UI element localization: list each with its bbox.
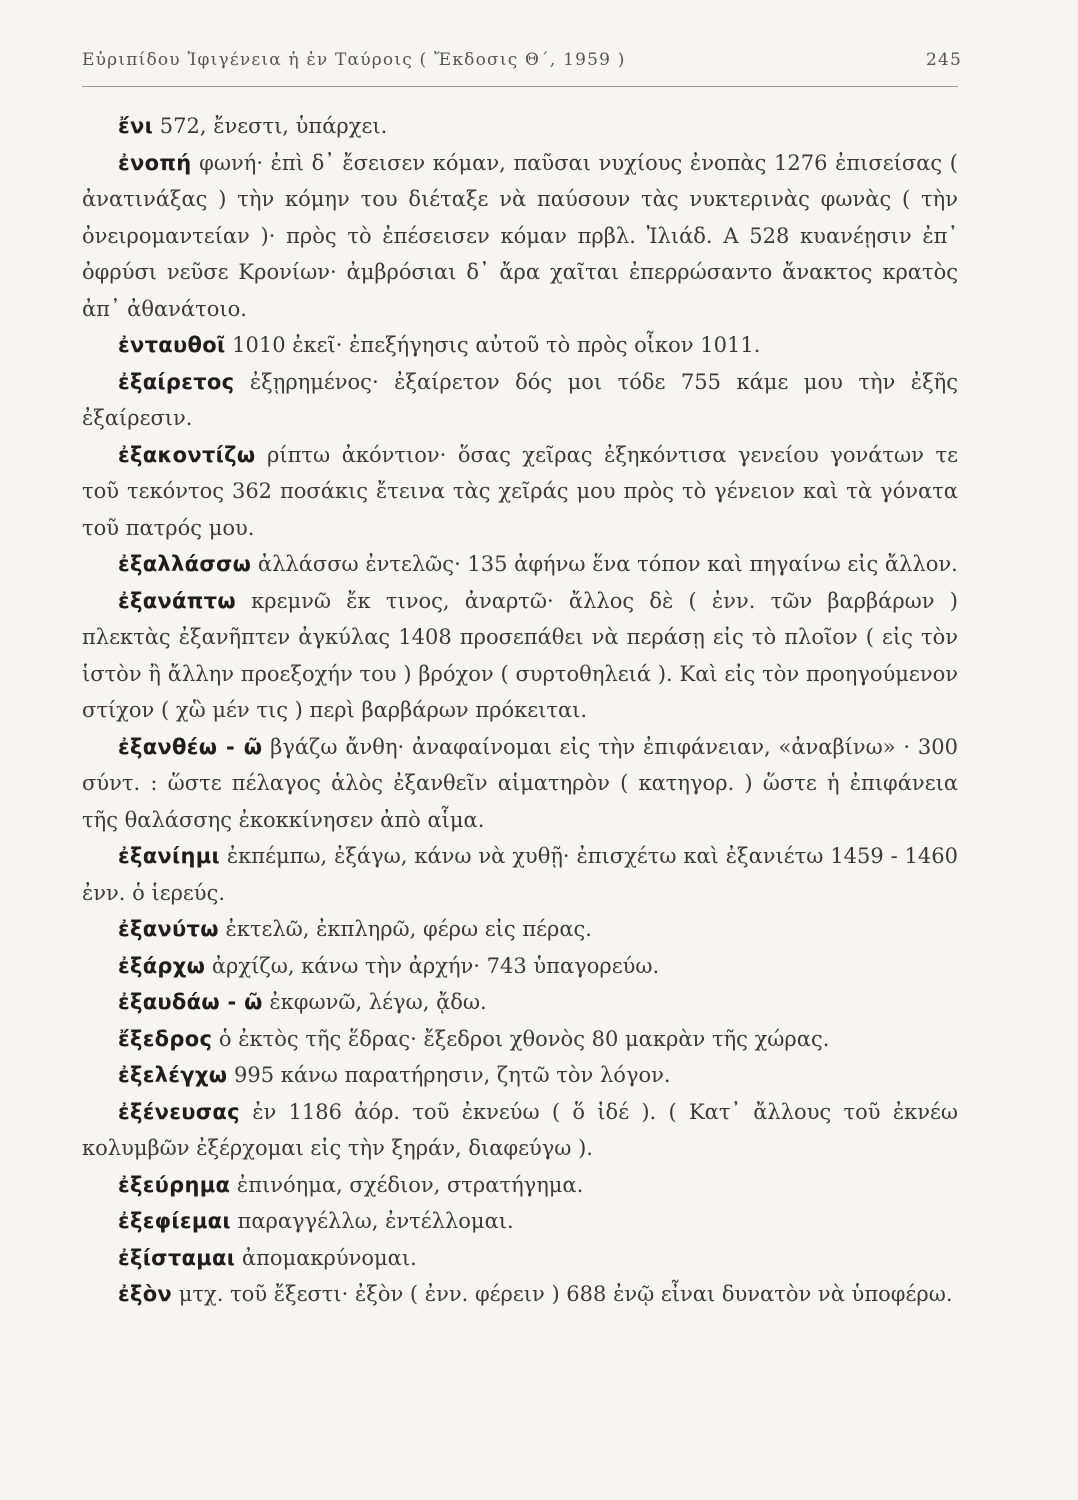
header-rule [82, 86, 958, 87]
entry-text: ρίπτω ἀκόντιον· ὅσας χεῖρας ἐξηκόντισα γενείου γονάτων τε τοῦ τεκόντος 362 ποσάκις ἔτεινα τὰς χεῖράς μου πρὸς τὸ γένειον καὶ τὰ γόνατα τοῦ πατρός μου. [82, 442, 958, 540]
entry-text: ἀρχίζω, κάνω τὴν ἀρχήν· 743 ὑπαγορεύω. [211, 953, 660, 978]
entry-text: μτχ. τοῦ ἔξεστι· ἐξὸν ( ἐνν. φέρειν ) 688 ἐνῷ εἶναι δυνατὸν νὰ ὑποφέρω. [178, 1282, 953, 1306]
entry-headword: ἐξὸν [118, 1282, 173, 1306]
entry-headword: ἐξένευσας [118, 1099, 240, 1124]
entry-headword: ἐξανύτω [118, 917, 219, 941]
header-title: Εὐριπίδου Ἰφιγένεια ἡ ἐν Ταύροις ( Ἔκδοσις Θ΄, 1959 ) [82, 50, 626, 70]
entry-text: 995 κάνω παρατήρησιν, ζητῶ τὸν λόγον. [233, 1063, 671, 1087]
entry-headword: ἐνοπή [118, 150, 192, 175]
entry-headword: ἔξεδρος [118, 1026, 213, 1051]
glossary-entry [82, 145, 958, 328]
page-number: 245 [925, 50, 962, 70]
entry-text: ἐξῃρημένος· ἐξαίρετον δός μοι τόδε 755 κάμε μου τὴν ἐξῆς ἐξαίρεσιν. [82, 369, 958, 430]
entry-text: ἀλλάσσω ἐντελῶς· 135 ἀφήνω ἕνα τόπον καὶ πηγαίνω εἰς ἄλλον. [257, 552, 958, 576]
entry-text: ἀπομακρύνομαι. [241, 1245, 417, 1270]
glossary-entry [82, 1240, 958, 1277]
glossary-entry [82, 1203, 958, 1240]
entry-headword: ἐξανίημι [118, 844, 220, 868]
entry-headword: ἐξανθέω - ῶ [118, 734, 263, 759]
entry-headword: ἐξελέγχω [118, 1063, 228, 1087]
entry-headword: ἐξάρχω [118, 953, 206, 978]
glossary-entry [82, 108, 958, 145]
glossary-entry [82, 546, 958, 583]
entry-headword: ἔνι [118, 114, 154, 138]
entry-headword: ἐξακοντίζω [118, 442, 256, 467]
entry-headword: ἐξανάπτω [118, 588, 236, 613]
glossary-entry [82, 948, 958, 985]
glossary-entry [82, 838, 958, 911]
glossary-entries [82, 108, 958, 1313]
glossary-entry [82, 1057, 958, 1094]
entry-text: ὁ ἐκτὸς τῆς ἕδρας· ἔξεδροι χθονὸς 80 μακρὰν τῆς χώρας. [218, 1026, 830, 1051]
glossary-entry [82, 327, 958, 364]
entry-text: κρεμνῶ ἔκ τινος, ἀναρτῶ· ἄλλος δὲ ( ἐνν. τῶν βαρβάρων ) πλεκτὰς ἐξανῆπτεν ἀγκύλας 1408 προσεπάθει νὰ περάσῃ εἰς τὸ πλοῖον ( εἰς τὸν ἱστὸν ἢ ἄλλην προεξοχήν του ) βρόχον ( συρτοθηλειά ). Καὶ εἰς τὸν προηγούμενον στίχον ( χὣ μέν τις ) περὶ βαρβάρων πρόκειται. [82, 588, 958, 722]
glossary-entry [82, 1094, 958, 1167]
entry-text: ἐκφωνῶ, λέγω, ᾄδω. [269, 990, 487, 1014]
glossary-entry [82, 984, 958, 1021]
entry-headword: ἐξαλλάσσω [118, 552, 252, 576]
entry-headword: ἐνταυθοῖ [118, 333, 226, 357]
entry-text: φωνή· ἐπὶ δ᾽ ἔσεισεν κόμαν, παῦσαι νυχίους ἐνοπὰς 1276 ἐπισείσας ( ἀνατινάξας ) τὴν κόμην του διέταξε νὰ παύσουν τὰς νυκτερινὰς φωνὰς ( τὴν ὀνειρομαντείαν )· πρὸς τὸ ἐπέσεισεν κόμαν πρβλ. Ἰλιάδ. Α 528 κυανέῃσιν ἐπ᾽ ὀφρύσι νεῦσε Κρονίων· ἀμβρόσιαι δ᾽ ἄρα χαῖται ἐπερρώσαντο ἄνακτος κρατὸς ἀπ᾽ ἀθανάτοιο. [82, 150, 958, 321]
running-header [82, 46, 962, 76]
glossary-entry [82, 1276, 958, 1313]
entry-headword: ἐξαυδάω - ῶ [118, 990, 263, 1014]
glossary-entry [82, 1021, 958, 1058]
entry-text: ἐπινόημα, σχέδιον, στρατήγημα. [236, 1172, 584, 1197]
entry-text: βγάζω ἄνθη· ἀναφαίνομαι εἰς τὴν ἐπιφάνειαν, «ἀναβίνω» · 300 σύντ. : ὥστε πέλαγος ἁλὸς ἐξανθεῖν αἱματηρὸν ( κατηγορ. ) ὥστε ἡ ἐπιφάνεια τῆς θαλάσσης ἐκοκκίνησεν ἀπὸ αἷμα. [82, 734, 958, 832]
entry-headword: ἐξεύρημα [118, 1172, 231, 1197]
entry-headword: ἐξίσταμαι [118, 1245, 236, 1270]
entry-text: 572, ἔνεστι, ὑπάρχει. [159, 114, 388, 138]
entry-text: 1010 ἐκεῖ· ἐπεξήγησις αὐτοῦ τὸ πρὸς οἶκον 1011. [232, 333, 761, 357]
glossary-entry [82, 911, 958, 948]
entry-text: παραγγέλλω, ἐντέλλομαι. [237, 1209, 514, 1233]
glossary-entry [82, 364, 958, 437]
glossary-entry [82, 437, 958, 547]
glossary-entry [82, 1167, 958, 1204]
entry-text: ἐκπέμπω, ἐξάγω, κάνω νὰ χυθῇ· ἐπισχέτω καὶ ἐξανιέτω 1459 - 1460 ἐνν. ὁ ἱερεύς. [82, 844, 958, 905]
entry-text: ἐκτελῶ, ἐκπληρῶ, φέρω εἰς πέρας. [225, 917, 592, 941]
entry-text: ἐν 1186 ἀόρ. τοῦ ἐκνεύω ( ὅ ἰδέ ). ( Κατ᾽ ἄλλους τοῦ ἐκνέω κολυμβῶν ἐξέρχομαι εἰς τὴν ξηράν, διαφεύγω ). [82, 1099, 958, 1160]
glossary-entry [82, 583, 958, 729]
glossary-entry [82, 729, 958, 839]
entry-headword: ἐξαίρετος [118, 369, 235, 394]
entry-headword: ἐξεφίεμαι [118, 1209, 231, 1233]
